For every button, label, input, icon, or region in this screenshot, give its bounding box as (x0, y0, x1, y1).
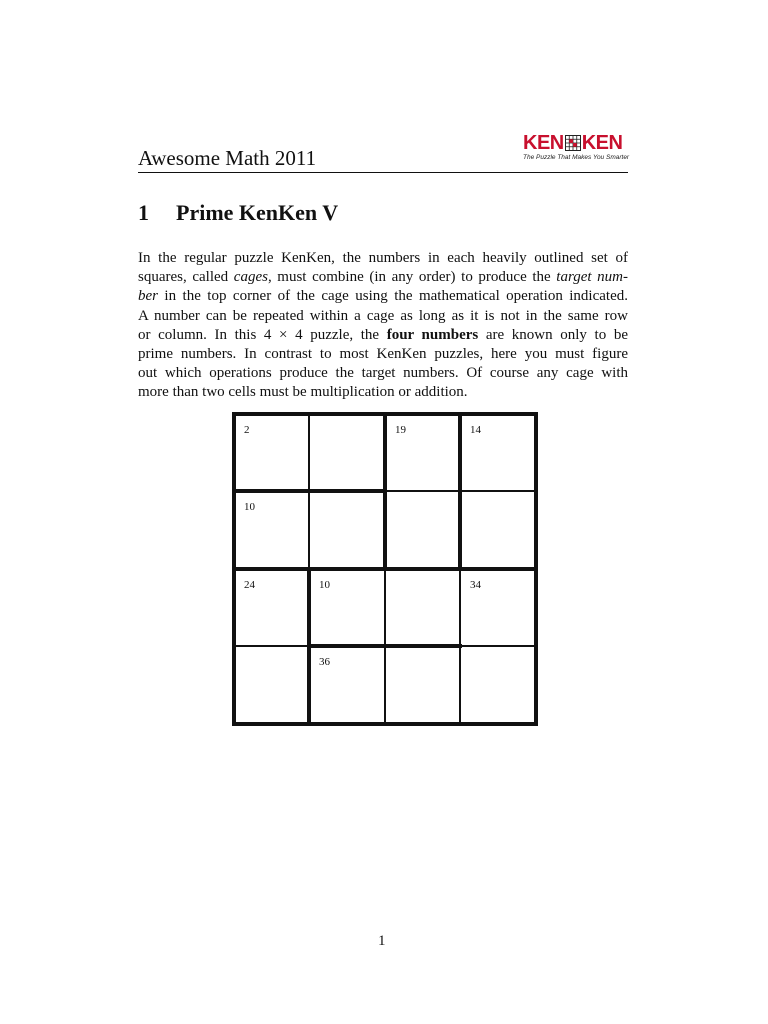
grid-cell (460, 414, 536, 491)
paragraph-line: In the regular puzzle KenKen, the numbers in each heavily outlined set of (138, 250, 628, 266)
grid-cell (309, 646, 385, 724)
grid-cell (234, 414, 309, 491)
grid-cell (309, 569, 385, 646)
grid-cell (309, 414, 385, 491)
paragraph-line: out which operations produce the target numbers. Of course any cage with (138, 365, 628, 382)
grid-cell (385, 414, 460, 491)
kenken-grid (234, 414, 536, 724)
grid-cell (460, 569, 536, 646)
paragraph-line: A number can be repeated within a cage as long as it is not in the same row (138, 307, 628, 324)
kenken-logo (523, 132, 630, 163)
paragraph-line: or column. In this 4 × 4 puzzle, the four numbers are known only to be (138, 326, 628, 343)
paragraph-line: ber in the top corner of the cage using the mathematical operation indicated. (138, 288, 628, 305)
grid-cell (234, 491, 309, 569)
logo-tagline: The Puzzle That Makes You Smarter (523, 154, 630, 161)
logo-wordmark (523, 133, 623, 153)
grid-cell (234, 569, 309, 646)
cage-clue: 36 (319, 656, 330, 668)
grid-cell (385, 491, 460, 569)
cage-clue: 10 (244, 501, 255, 513)
cage-border (458, 567, 538, 571)
cage-border (232, 722, 538, 726)
cage-clue: 34 (470, 579, 481, 591)
cage-border (383, 489, 387, 571)
cage-border (458, 412, 462, 571)
paragraph-line: squares, called cages, must combine (in any order) to produce the target num- (138, 269, 629, 286)
grid-cell (385, 569, 460, 646)
cage-border (307, 644, 462, 648)
header-title: Awesome Math 2011 (138, 146, 317, 170)
cage-border (232, 567, 462, 571)
grid-cell (385, 646, 460, 724)
section-title: Prime KenKen V (176, 200, 339, 225)
grid-cell (309, 491, 385, 569)
paragraph-line: more than two cells must be multiplication or addition. (138, 384, 468, 401)
cage-clue: 10 (319, 579, 330, 591)
section-number: 1 (138, 200, 149, 225)
cage-border (383, 412, 387, 493)
cage-clue: 19 (395, 424, 406, 436)
header-rule (138, 172, 628, 173)
page-number: 1 (378, 933, 386, 949)
cage-clue: 14 (470, 424, 481, 436)
grid-cell (234, 646, 309, 724)
paragraph-line: prime numbers. In contrast to most KenKen puzzles, here you must figure (138, 346, 628, 363)
cage-border (232, 489, 311, 493)
section-heading (138, 200, 338, 226)
logo-text-left: KEN (523, 132, 564, 154)
grid-cell (460, 646, 536, 724)
cage-border (307, 489, 387, 493)
grid-logo-icon (565, 135, 581, 151)
logo-text-right: KEN (581, 132, 623, 154)
grid-cell (460, 491, 536, 569)
body-paragraph (138, 249, 628, 403)
cage-clue: 24 (244, 579, 255, 591)
cage-clue: 2 (244, 424, 250, 436)
